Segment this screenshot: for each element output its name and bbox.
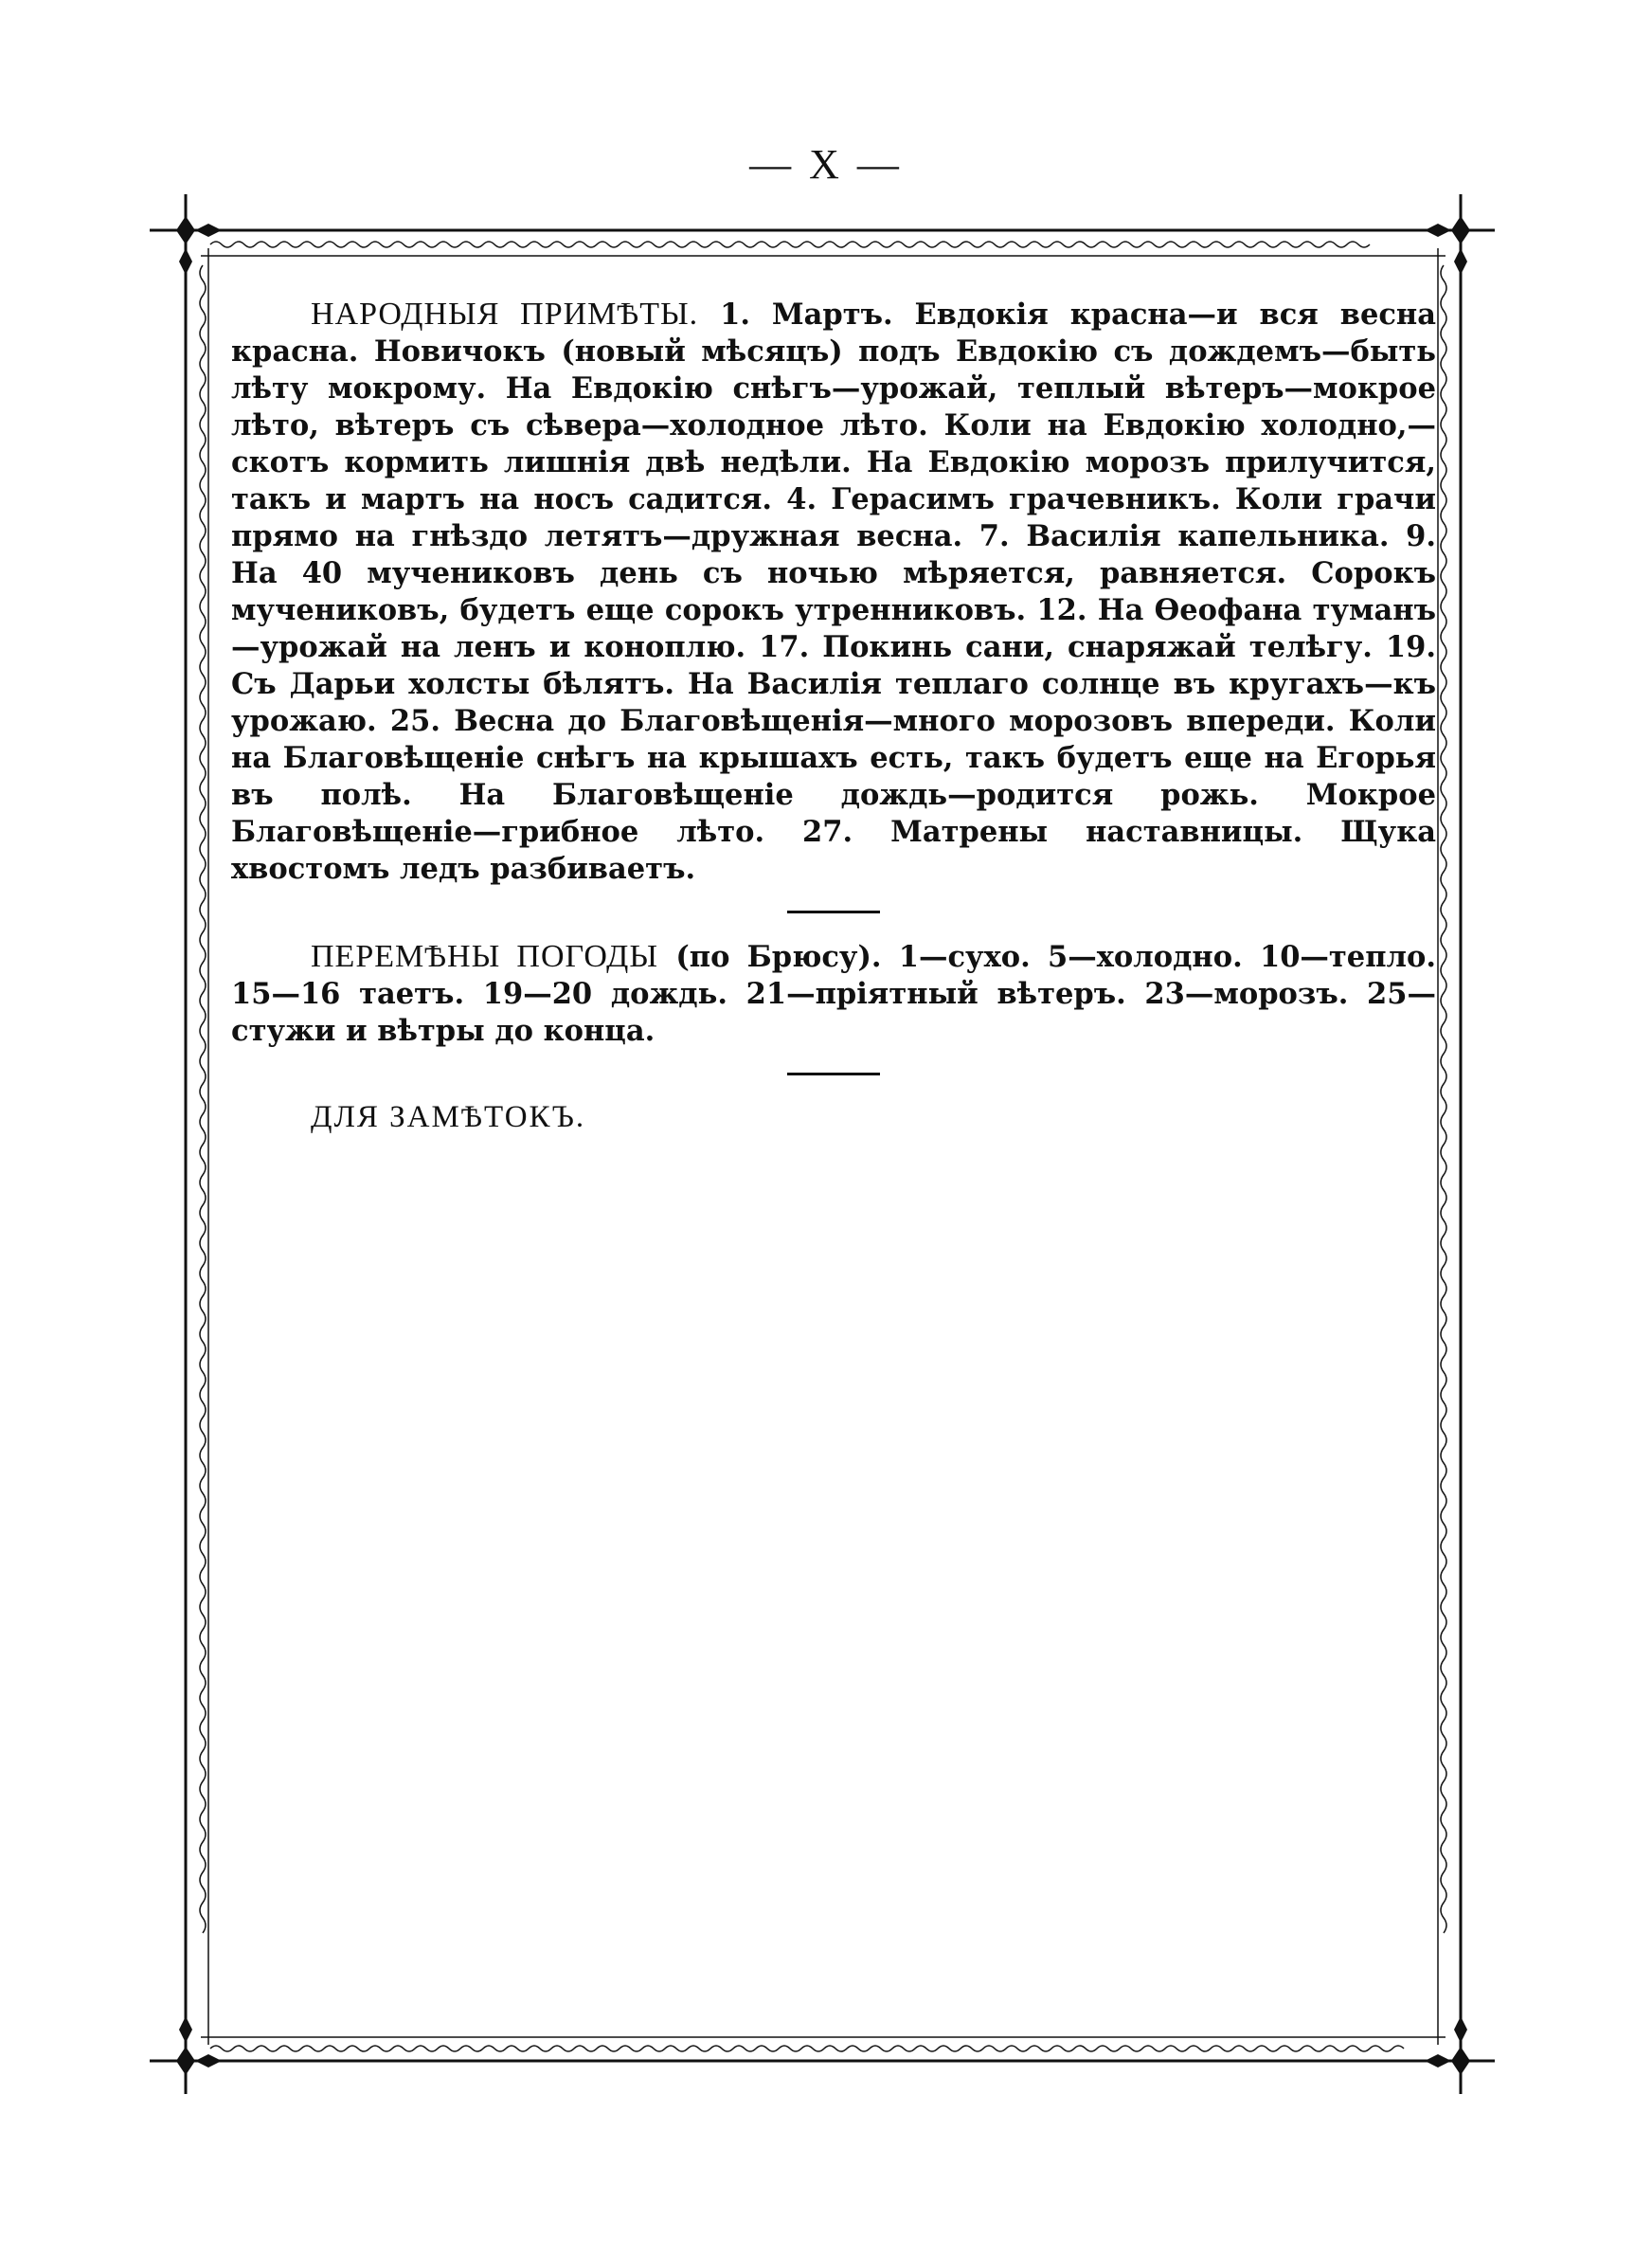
notes-heading: ДЛЯ ЗАМѢТОКЪ. bbox=[311, 1100, 586, 1134]
section-heading: НАРОДНЫЯ ПРИМѢТЫ. bbox=[311, 297, 699, 332]
section-divider bbox=[787, 911, 880, 913]
section-weather-changes bbox=[231, 938, 1436, 1050]
section-heading: ПЕРЕМѢНЫ ПОГОДЫ bbox=[311, 939, 659, 974]
page-content bbox=[231, 296, 1436, 1135]
page-number: — X — bbox=[749, 141, 903, 188]
wavy-border-right bbox=[1441, 265, 1446, 1933]
wavy-border-top bbox=[210, 242, 1370, 247]
section-text: 1. Мартъ. Евдокія красна—и вся весна красна. Новичокъ (новый мѣсяцъ) подъ Евдокію съ дождемъ—быть лѣту мокрому. На Евдокію снѣгъ—урожай, теплый вѣтеръ—мокрое лѣто, вѣтеръ съ сѣвера—холодное лѣто. Коли на Евдокію холодно,—скотъ кормить лишнія двѣ недѣли. На Евдокію морозъ прилучится, такъ и мартъ на носъ садится. 4. Герасимъ грачевникъ. Коли грачи прямо на гнѣздо летятъ—дружная весна. 7. Василія капельника. 9. На 40 мучениковъ день съ ночью мѣряется, равняется. Сорокъ мучениковъ, будетъ еще сорокъ утренниковъ. 12. На Ѳеофана туманъ—урожай на ленъ и коноплю. 17. Покинь сани, снаряжай телѣгу. 19. Съ Дарьи холсты бѣлятъ. На Василія теплаго солнце въ кругахъ—къ урожаю. 25. Весна до Благовѣщенія—много морозовъ впереди. Коли на Благовѣщеніе снѣгъ на крышахъ есть, такъ будетъ еще на Егорья въ полѣ. На Благовѣщеніе дождь—родится рожь. Мокрое Благовѣщеніе—грибное лѣто. 27. Матрены наставницы. Щука хвостомъ ледъ разбиваетъ. bbox=[231, 298, 1437, 886]
wavy-border-bottom bbox=[210, 2046, 1404, 2051]
wavy-border-left bbox=[200, 265, 206, 1933]
section-folk-signs bbox=[231, 296, 1436, 888]
section-text: (по Брюсу). 1—сухо. 5—холодно. 10—тепло. 15—16 таетъ. 19—20 дождь. 21—пріятный вѣтеръ. 23—морозъ. 25—стужи и вѣтры до конца. bbox=[231, 940, 1437, 1048]
section-divider bbox=[787, 1073, 880, 1075]
